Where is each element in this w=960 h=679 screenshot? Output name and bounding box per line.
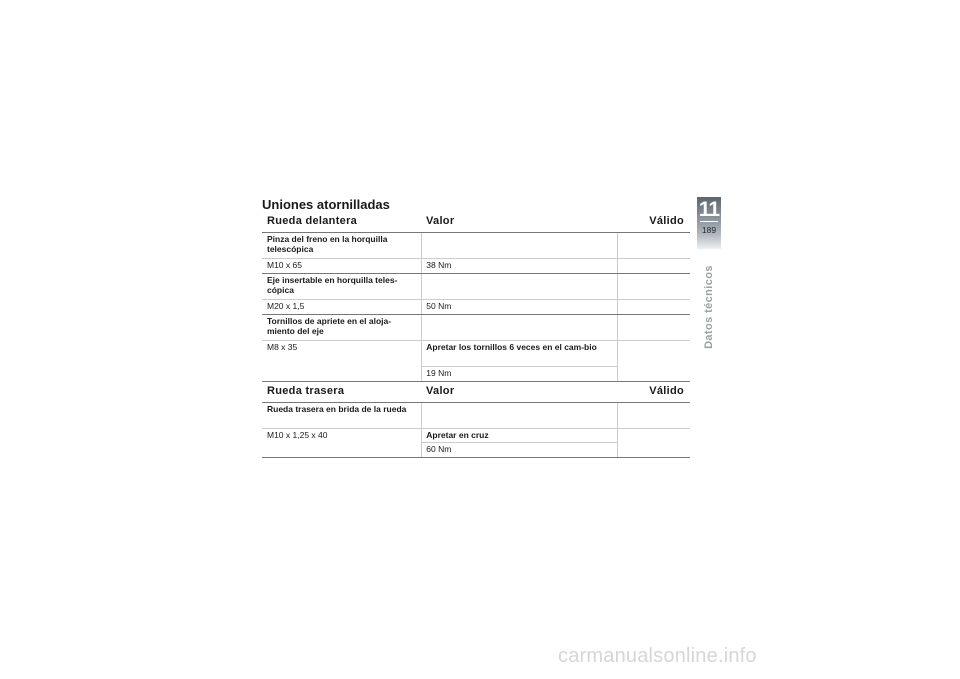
column-header-valid: Válido [649,215,684,227]
table-row [262,274,690,315]
table-row [262,233,690,274]
screw-spec: M8 x 35 [267,342,298,352]
section-label-wrap [697,252,721,362]
front-wheel-table [262,211,690,382]
value-empty [422,315,617,341]
chapter-tab [697,197,721,249]
chapter-divider [700,221,718,222]
watermark: carmanualsonline.info [558,645,757,667]
part-name: Tornillos de apriete en el aloja-miento del eje [262,315,421,341]
screw-spec: M10 x 65 [267,260,302,270]
column-header-name: Rueda delantera [267,215,358,227]
value-empty [422,403,617,429]
value-empty [422,233,617,259]
torque-note: Apretar los tornillos 6 veces en el cam-bio [422,341,617,367]
section-label: Datos técnicos [703,265,715,349]
chapter-number: 11 [698,198,720,221]
torque-value: 19 Nm [426,368,452,378]
part-name: Eje insertable en horquilla teles-cópica [262,274,421,300]
column-header-value: Valor [426,385,455,397]
torque-value: 38 Nm [426,260,452,270]
valid-empty [618,274,690,300]
page-title: Uniones atornilladas [262,197,390,212]
column-header-value: Valor [426,215,455,227]
value-empty [422,274,617,300]
rear-wheel-table [262,381,690,458]
table-row [262,315,690,382]
torque-note: Apretar en cruz [422,429,617,443]
part-name: Pinza del freno en la horquilla telescópica [262,233,421,259]
column-header-name: Rueda trasera [267,385,345,397]
valid-empty [618,300,690,314]
valid-empty [618,429,690,457]
table-row [262,403,690,458]
valid-empty [618,341,690,381]
screw-spec: M10 x 1,25 x 40 [267,430,328,440]
valid-empty [618,233,690,259]
torque-value: 60 Nm [426,444,452,454]
valid-empty [618,403,690,429]
part-name: Rueda trasera en brida de la rueda [262,403,421,429]
torque-value: 50 Nm [426,301,452,311]
column-header-valid: Válido [649,385,684,397]
table-header [262,211,690,231]
valid-empty [618,315,690,341]
screw-spec: M20 x 1,5 [267,301,305,311]
page-number: 189 [701,225,717,235]
valid-empty [618,259,690,273]
table-header [262,381,690,401]
